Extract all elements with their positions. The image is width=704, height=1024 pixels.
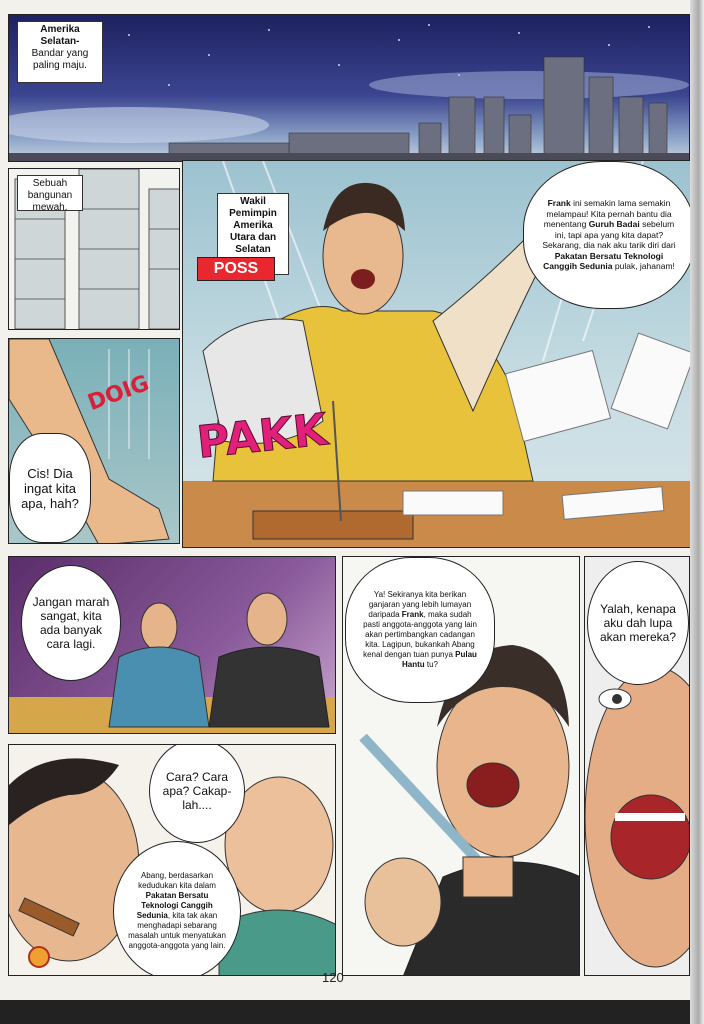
bubble-abang-text: Abang, berdasarkan kedudukan kita dalam Pakatan Bersatu Teknologi Canggih Sedunia, kita tak akan menghadapi sebarang masalah untuk menyatukan anggota-anggota yang lain. <box>128 871 226 950</box>
skyline-illustration <box>9 15 690 162</box>
panel-hand-slam <box>8 338 180 544</box>
bubble-ya <box>345 557 495 703</box>
caption-south-america <box>17 21 103 83</box>
panel-laughing-closeup <box>584 556 690 976</box>
caption-title: Amerika Selatan- <box>40 24 80 47</box>
bubble-cara-text: Cara? Cara apa? Cakap-lah.... <box>162 770 232 812</box>
bubble-yalah <box>587 561 689 685</box>
caption-body: Bandar yang paling maju. <box>31 48 89 71</box>
panel-two-men <box>8 556 336 734</box>
book-spine-edge <box>690 0 704 1024</box>
bubble-cara <box>149 744 245 843</box>
bubble-frank-rant <box>523 161 692 309</box>
scan-bottom-edge <box>0 1000 704 1024</box>
nameplate-poss <box>197 257 275 281</box>
panel-cigar-bald <box>8 744 336 976</box>
bubble-cis <box>9 433 91 543</box>
sfx-small: DOIG <box>84 370 153 417</box>
caption-building-text: Sebuah bangunan mewah. <box>27 178 73 213</box>
bubble-cis-text: Cis! Dia ingat kita apa, hah? <box>21 465 79 511</box>
bubble-jangan-text: Jangan marah sangat, kita ada banyak cara lagi. <box>32 595 110 651</box>
panel-grinning-man <box>342 556 580 976</box>
bubble-frank-text: Frank ini semakin lama semakin melampau! Kita pernah bantu dia menentang Guruh Badai sebelum ini, tapi apa yang kita dapat? Sekarang, dia nak aku tarik diri dari Pakatan Bersatu Teknologi Canggih Sedunia pulak, jahanam! <box>542 198 676 272</box>
bubble-yalah-text: Yalah, kenapa aku dah lupa akan mereka? <box>599 602 677 644</box>
bubble-ya-text: Ya! Sekiranya kita berikan ganjaran yang lebih lumayan daripada Frank, maka sudah pasti anggota-anggota yang lain akan pertimbangkan cadangan kita. Lagipun, bukankah Abang kenal dengan tuan punya Pulau Hantu tu? <box>363 590 477 669</box>
caption-deputy-text: Wakil Pemimpin Amerika Utara dan Selatan <box>229 196 277 255</box>
caption-building <box>17 175 83 211</box>
nameplate-text: POSS <box>213 260 259 277</box>
panel-city-skyline <box>8 14 690 162</box>
panel-building <box>8 168 180 330</box>
bubble-jangan <box>21 565 121 681</box>
page-number: 120 <box>322 970 344 985</box>
bubble-abang <box>113 841 241 976</box>
panel-office-poss <box>182 160 692 548</box>
sfx-pakk: PAKK <box>194 404 330 469</box>
